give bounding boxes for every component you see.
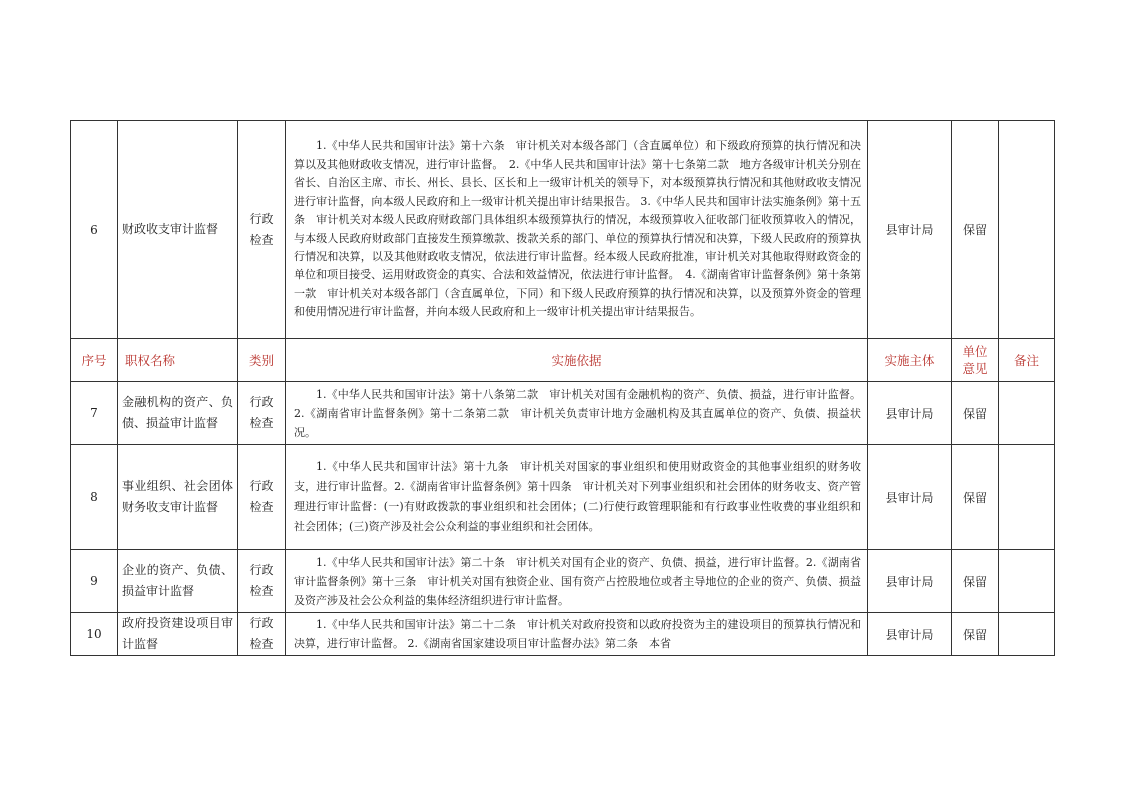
power-name: 金融机构的资产、负债、损益审计监督 (118, 382, 238, 445)
header-no: 序号 (71, 339, 118, 382)
header-basis: 实施依据 (286, 339, 868, 382)
legal-basis: 1.《中华人民共和国审计法》第二十条 审计机关对国有企业的资产、负债、损益，进行审计监督。2.《湖南省审计监督条例》第十三条 审计机关对国有独资企业、国有资产占控股地位或者主导地位的企业的资产、负债、损益及资产涉及社会公众利益的集体经济组织进行审计监督。 (286, 550, 868, 613)
implementing-body: 县审计局 (868, 613, 952, 656)
power-category: 行政 检查 (238, 121, 286, 339)
implementing-body: 县审计局 (868, 445, 952, 550)
table-row (71, 382, 1055, 445)
power-list-table (70, 120, 1055, 656)
implementing-body: 县审计局 (868, 382, 952, 445)
power-name: 政府投资建设项目审计监督 (118, 613, 238, 656)
unit-opinion: 保留 (952, 121, 999, 339)
table-header-row (71, 339, 1055, 382)
remark (999, 121, 1055, 339)
table-row (71, 121, 1055, 339)
power-name: 企业的资产、负债、损益审计监督 (118, 550, 238, 613)
remark (999, 382, 1055, 445)
table-row (71, 445, 1055, 550)
legal-basis: 1.《中华人民共和国审计法》第十六条 审计机关对本级各部门（含直属单位）和下级政府预算的执行情况和决算以及其他财政收支情况，进行审计监督。 2.《中华人民共和国审计法》第十七条第二款 地方各级审计机关分别在省长、自治区主席、市长、州长、县长、区长和上一级审计机关的领导下，对本级预算执行情况和其他财政收支情况进行审计监督，向本级人民政府和上一级审计机关提出审计结果报告。 3.《中华人民共和国审计法实施条例》第十五条 审计机关对本级人民政府财政部门具体组织本级预算执行的情况，本级预算收入征收部门征收预算收入的情况，与本级人民政府财政部门直接发生预算缴款、拨款关系的部门、单位的预算执行情况和决算，下级人民政府的预算执行情况和决算，以及其他财政收支情况，依法进行审计监督。经本级人民政府批准，审计机关对其他取得财政资金的单位和项目接受、运用财政资金的真实、合法和效益情况，依法进行审计监督。 4.《湖南省审计监督条例》第十条第一款 审计机关对本级各部门（含直属单位，下同）和下级人民政府预算的执行情况和决算，以及预算外资金的管理和使用情况进行审计监督，并向本级人民政府和上一级审计机关提出审计结果报告。 (286, 121, 868, 339)
unit-opinion: 保留 (952, 382, 999, 445)
header-opinion: 单位 意见 (952, 339, 999, 382)
table-row (71, 550, 1055, 613)
unit-opinion: 保留 (952, 613, 999, 656)
power-name: 事业组织、社会团体财务收支审计监督 (118, 445, 238, 550)
remark (999, 445, 1055, 550)
power-category: 行政 检查 (238, 382, 286, 445)
power-category: 行政 检查 (238, 550, 286, 613)
remark (999, 613, 1055, 656)
row-number: 10 (71, 613, 118, 656)
header-category: 类别 (238, 339, 286, 382)
row-number: 7 (71, 382, 118, 445)
remark (999, 550, 1055, 613)
power-category: 行政 检查 (238, 613, 286, 656)
row-number: 8 (71, 445, 118, 550)
unit-opinion: 保留 (952, 445, 999, 550)
row-number: 9 (71, 550, 118, 613)
implementing-body: 县审计局 (868, 550, 952, 613)
header-subject: 实施主体 (868, 339, 952, 382)
legal-basis: 1.《中华人民共和国审计法》第十九条 审计机关对国家的事业组织和使用财政资金的其他事业组织的财务收支，进行审计监督。2.《湖南省审计监督条例》第十四条 审计机关对下列事业组织和社会团体的财务收支、资产管理进行审计监督：(一)有财政拨款的事业组织和社会团体；(二)行使行政管理职能和有行政事业性收费的事业组织和社会团体；(三)资产涉及社会公众利益的事业组织和社会团体。 (286, 445, 868, 550)
unit-opinion: 保留 (952, 550, 999, 613)
header-remark: 备注 (999, 339, 1055, 382)
power-category: 行政 检查 (238, 445, 286, 550)
row-number: 6 (71, 121, 118, 339)
legal-basis: 1.《中华人民共和国审计法》第二十二条 审计机关对政府投资和以政府投资为主的建设项目的预算执行情况和决算，进行审计监督。 2.《湖南省国家建设项目审计监督办法》第二条 本省 (286, 613, 868, 656)
legal-basis: 1.《中华人民共和国审计法》第十八条第二款 审计机关对国有金融机构的资产、负债、损益，进行审计监督。 2.《湖南省审计监督条例》第十二条第二款 审计机关负责审计地方金融机构及其直属单位的资产、负债、损益状况。 (286, 382, 868, 445)
table-row (71, 613, 1055, 656)
power-name: 财政收支审计监督 (118, 121, 238, 339)
header-name: 职权名称 (118, 339, 238, 382)
implementing-body: 县审计局 (868, 121, 952, 339)
